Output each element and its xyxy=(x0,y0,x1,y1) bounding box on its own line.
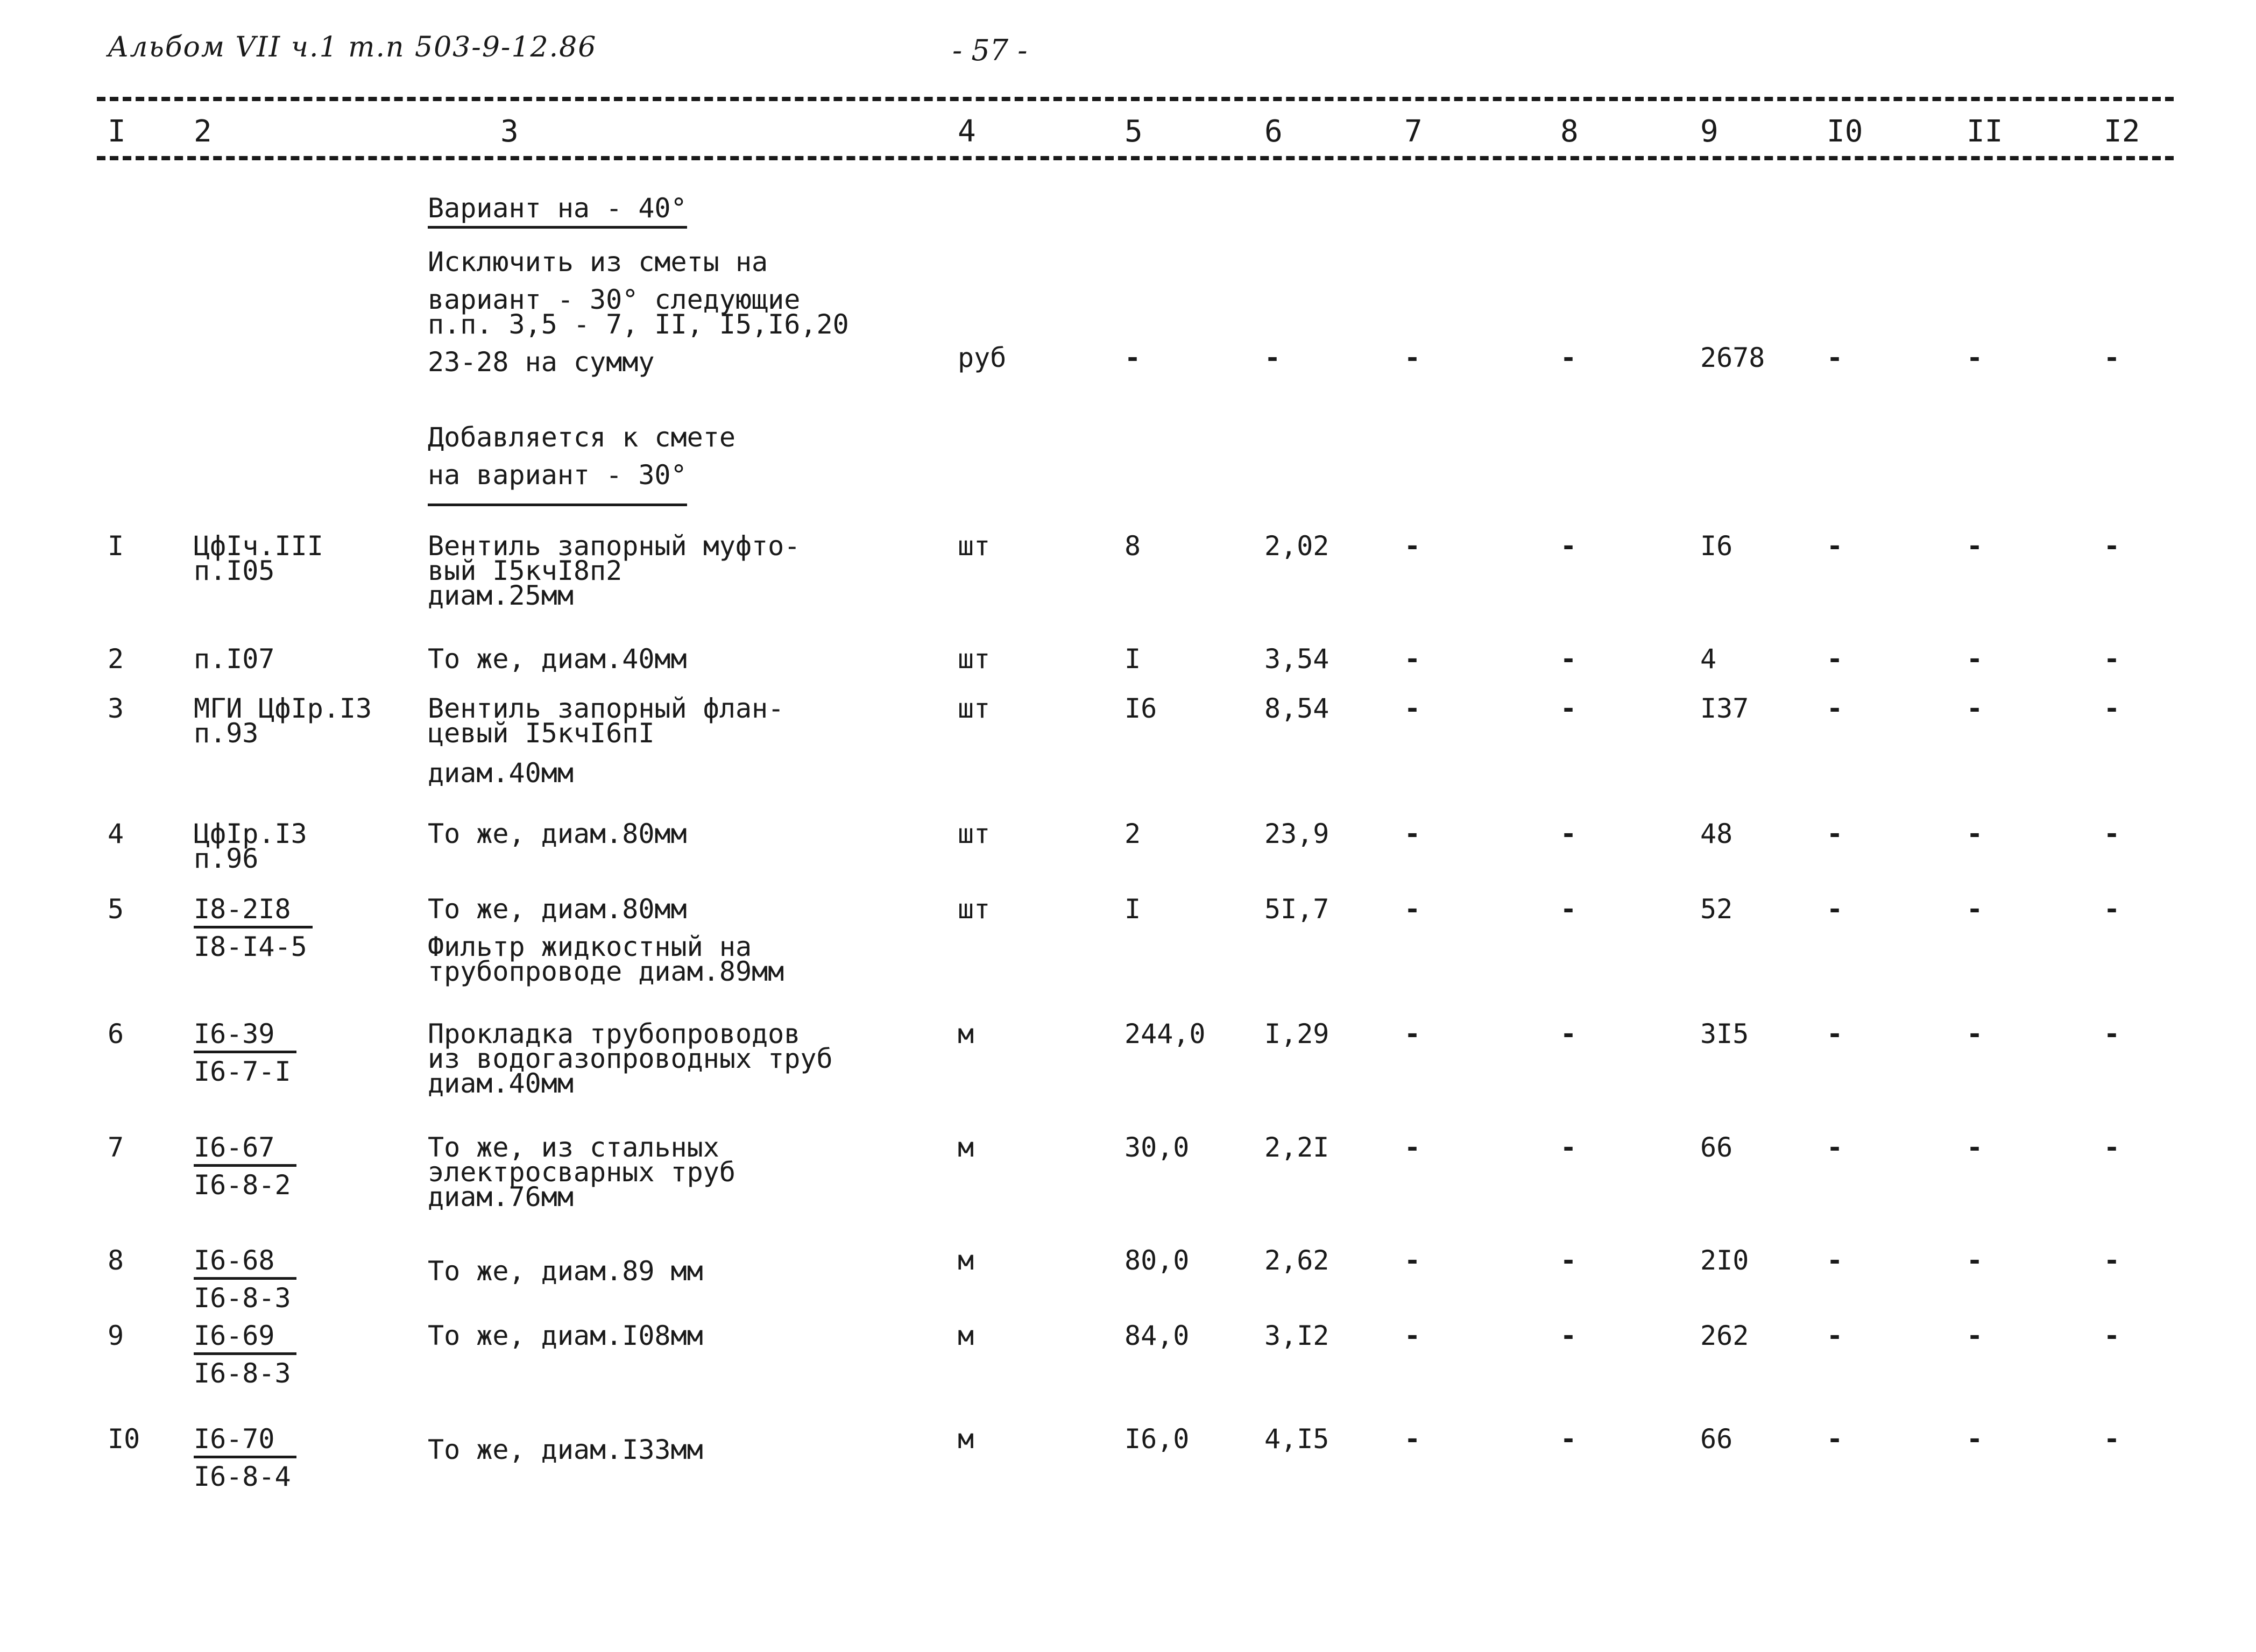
row-sum: 3I5 xyxy=(1700,1018,1749,1050)
row-number: 5 xyxy=(108,894,124,925)
row-col-12: - xyxy=(2104,1423,2120,1455)
row-code: I6-69 xyxy=(194,1322,296,1355)
column-header-1: I xyxy=(108,114,126,149)
row-col-12: - xyxy=(2104,894,2120,925)
row-col-12: - xyxy=(2104,1320,2120,1351)
row-col-8: - xyxy=(1560,693,1577,724)
row-col-7: - xyxy=(1404,1132,1421,1163)
row-unit: м xyxy=(958,1320,974,1351)
page-number: - 57 - xyxy=(952,33,1028,67)
row-col-8: - xyxy=(1560,1320,1577,1351)
exclude-c12: - xyxy=(2104,342,2120,373)
exclude-line-1: Исключить из сметы на xyxy=(428,246,768,278)
row-col-11: - xyxy=(1967,1018,1983,1050)
row-col-11: - xyxy=(1967,693,1983,724)
row-code: I8-I4-5 xyxy=(194,931,307,962)
exclude-c6: - xyxy=(1264,342,1281,373)
row-col-11: - xyxy=(1967,1245,1983,1276)
row-price: 2,2I xyxy=(1264,1132,1329,1163)
row-price: 3,I2 xyxy=(1264,1320,1329,1351)
row-description: диам.25мм xyxy=(428,580,574,611)
row-col-10: - xyxy=(1827,1423,1843,1455)
row-col-7: - xyxy=(1404,1320,1421,1351)
row-col-7: - xyxy=(1404,693,1421,724)
row-description: из водогазопроводных труб xyxy=(428,1043,833,1074)
row-col-10: - xyxy=(1827,530,1843,562)
row-code: МГИ ЦфIр.I3 xyxy=(194,693,372,724)
row-price: 8,54 xyxy=(1264,693,1329,724)
row-quantity: 80,0 xyxy=(1125,1245,1190,1276)
column-header-7: 7 xyxy=(1404,114,1423,149)
row-code: ЦфIр.I3 xyxy=(194,818,307,849)
row-price: I,29 xyxy=(1264,1018,1329,1050)
column-header-2: 2 xyxy=(194,114,212,149)
row-col-11: - xyxy=(1967,818,1983,849)
row-sum: 2I0 xyxy=(1700,1245,1749,1276)
row-price: 23,9 xyxy=(1264,818,1329,849)
column-header-4: 4 xyxy=(958,114,976,149)
row-description: трубопроводе диам.89мм xyxy=(428,956,784,987)
row-description: То же, диам.80мм xyxy=(428,818,687,849)
row-unit: шт xyxy=(958,643,991,675)
row-description: Прокладка трубопроводов xyxy=(428,1018,801,1050)
row-description: То же, диам.I08мм xyxy=(428,1320,703,1351)
row-number: 9 xyxy=(108,1320,124,1351)
column-header-10: I0 xyxy=(1827,114,1863,149)
row-description: вый I5кчI8п2 xyxy=(428,555,623,586)
row-sum: I6 xyxy=(1700,530,1733,562)
row-col-12: - xyxy=(2104,530,2120,562)
row-sum: 66 xyxy=(1700,1423,1733,1455)
row-number: 8 xyxy=(108,1245,124,1276)
row-col-8: - xyxy=(1560,530,1577,562)
row-number: 2 xyxy=(108,643,124,675)
row-code: I6-70 xyxy=(194,1426,296,1458)
row-col-10: - xyxy=(1827,1132,1843,1163)
row-code: п.I05 xyxy=(194,555,275,586)
row-description: То же, из стальных xyxy=(428,1132,719,1163)
header-bottom-rule xyxy=(97,156,2174,160)
row-col-12: - xyxy=(2104,693,2120,724)
row-col-7: - xyxy=(1404,530,1421,562)
row-col-12: - xyxy=(2104,643,2120,675)
row-number: 3 xyxy=(108,693,124,724)
column-header-5: 5 xyxy=(1125,114,1143,149)
row-price: 2,62 xyxy=(1264,1245,1329,1276)
row-code: I6-39 xyxy=(194,1020,296,1053)
exclude-c11: - xyxy=(1967,342,1983,373)
row-quantity: 2 xyxy=(1125,818,1141,849)
exclude-c7: - xyxy=(1404,342,1421,373)
row-col-7: - xyxy=(1404,643,1421,675)
row-number: I0 xyxy=(108,1423,140,1455)
exclude-line-4: 23-28 на сумму xyxy=(428,346,655,378)
row-code: п.I07 xyxy=(194,643,275,675)
row-col-10: - xyxy=(1827,693,1843,724)
row-quantity: I6,0 xyxy=(1125,1423,1190,1455)
row-price: 4,I5 xyxy=(1264,1423,1329,1455)
row-code: I6-8-4 xyxy=(194,1461,291,1492)
row-description: диам.40мм xyxy=(428,757,574,789)
row-unit: м xyxy=(958,1423,974,1455)
column-header-12: I2 xyxy=(2104,114,2140,149)
add-line-1: Добавляется к смете xyxy=(428,422,736,453)
column-header-9: 9 xyxy=(1700,114,1718,149)
row-description: То же, диам.80мм xyxy=(428,894,687,925)
row-description: Вентиль запорный флан- xyxy=(428,693,784,724)
row-quantity: 8 xyxy=(1125,530,1141,562)
exclude-line-2: вариант - 30° следующие xyxy=(428,284,801,315)
row-sum: 262 xyxy=(1700,1320,1749,1351)
row-number: 7 xyxy=(108,1132,124,1163)
row-col-11: - xyxy=(1967,1132,1983,1163)
exclude-c9: 2678 xyxy=(1700,342,1765,373)
row-col-8: - xyxy=(1560,818,1577,849)
row-col-8: - xyxy=(1560,1245,1577,1276)
row-code: I6-67 xyxy=(194,1134,296,1167)
row-quantity: I xyxy=(1125,894,1141,925)
row-unit: шт xyxy=(958,530,991,562)
row-description: То же, диам.89 мм xyxy=(428,1256,703,1287)
row-code: I6-7-I xyxy=(194,1056,291,1087)
row-price: 2,02 xyxy=(1264,530,1329,562)
row-description: Вентиль запорный муфто- xyxy=(428,530,801,562)
row-quantity: I xyxy=(1125,643,1141,675)
row-code: I6-8-2 xyxy=(194,1169,291,1201)
column-header-6: 6 xyxy=(1264,114,1283,149)
row-col-7: - xyxy=(1404,818,1421,849)
row-col-8: - xyxy=(1560,894,1577,925)
row-col-12: - xyxy=(2104,1018,2120,1050)
row-col-11: - xyxy=(1967,1423,1983,1455)
row-description: То же, диам.40мм xyxy=(428,643,687,675)
row-col-12: - xyxy=(2104,818,2120,849)
row-code: I6-8-3 xyxy=(194,1282,291,1314)
column-header-8: 8 xyxy=(1560,114,1579,149)
row-unit: м xyxy=(958,1132,974,1163)
row-sum: 52 xyxy=(1700,894,1733,925)
row-col-11: - xyxy=(1967,1320,1983,1351)
row-unit: шт xyxy=(958,818,991,849)
row-col-10: - xyxy=(1827,818,1843,849)
row-number: 4 xyxy=(108,818,124,849)
add-line-2 xyxy=(428,459,687,506)
row-col-11: - xyxy=(1967,894,1983,925)
row-price: 5I,7 xyxy=(1264,894,1329,925)
row-col-7: - xyxy=(1404,894,1421,925)
column-header-11: II xyxy=(1967,114,2003,149)
row-code: п.93 xyxy=(194,718,259,749)
row-unit: м xyxy=(958,1245,974,1276)
exclude-unit: руб xyxy=(958,342,1007,373)
header-top-rule xyxy=(97,97,2174,101)
row-col-7: - xyxy=(1404,1018,1421,1050)
variant-title xyxy=(428,195,687,222)
row-quantity: 84,0 xyxy=(1125,1320,1190,1351)
row-number: 6 xyxy=(108,1018,124,1050)
row-description: То же, диам.I33мм xyxy=(428,1434,703,1465)
exclude-c5: - xyxy=(1125,342,1141,373)
row-code: ЦфIч.III xyxy=(194,530,323,562)
exclude-c8: - xyxy=(1560,342,1577,373)
row-description: диам.76мм xyxy=(428,1181,574,1213)
row-description: цевый I5кчI6пI xyxy=(428,718,655,749)
row-col-8: - xyxy=(1560,643,1577,675)
row-col-10: - xyxy=(1827,894,1843,925)
row-description: Фильтр жидкостный на xyxy=(428,931,752,962)
row-col-11: - xyxy=(1967,530,1983,562)
album-reference: Альбом VII ч.1 т.п 503-9-12.86 xyxy=(108,31,597,63)
row-col-10: - xyxy=(1827,1018,1843,1050)
row-description: диам.40мм xyxy=(428,1068,574,1099)
row-col-8: - xyxy=(1560,1132,1577,1163)
row-sum: 4 xyxy=(1700,643,1717,675)
row-sum: I37 xyxy=(1700,693,1749,724)
column-header-3: 3 xyxy=(500,114,519,149)
row-sum: 66 xyxy=(1700,1132,1733,1163)
row-col-8: - xyxy=(1560,1018,1577,1050)
row-col-8: - xyxy=(1560,1423,1577,1455)
row-col-12: - xyxy=(2104,1132,2120,1163)
row-col-10: - xyxy=(1827,1245,1843,1276)
row-sum: 48 xyxy=(1700,818,1733,849)
row-col-10: - xyxy=(1827,643,1843,675)
row-col-12: - xyxy=(2104,1245,2120,1276)
row-quantity: 30,0 xyxy=(1125,1132,1190,1163)
exclude-c10: - xyxy=(1827,342,1843,373)
row-code: п.96 xyxy=(194,843,259,874)
row-code: I6-8-3 xyxy=(194,1358,291,1389)
row-code: I8-2I8 xyxy=(194,896,313,928)
row-col-11: - xyxy=(1967,643,1983,675)
row-price: 3,54 xyxy=(1264,643,1329,675)
row-col-7: - xyxy=(1404,1423,1421,1455)
row-col-7: - xyxy=(1404,1245,1421,1276)
exclude-line-3: п.п. 3,5 - 7, II, I5,I6,20 xyxy=(428,309,849,340)
row-number: I xyxy=(108,530,124,562)
row-col-10: - xyxy=(1827,1320,1843,1351)
row-unit: шт xyxy=(958,894,991,925)
row-quantity: 244,0 xyxy=(1125,1018,1206,1050)
row-unit: м xyxy=(958,1018,974,1050)
add-line-2-text: на вариант - 30° xyxy=(428,462,687,506)
row-unit: шт xyxy=(958,693,991,724)
row-quantity: I6 xyxy=(1125,693,1157,724)
row-description: электросварных труб xyxy=(428,1157,736,1188)
variant-title-text: Вариант на - 40° xyxy=(428,193,687,229)
row-code: I6-68 xyxy=(194,1247,296,1280)
